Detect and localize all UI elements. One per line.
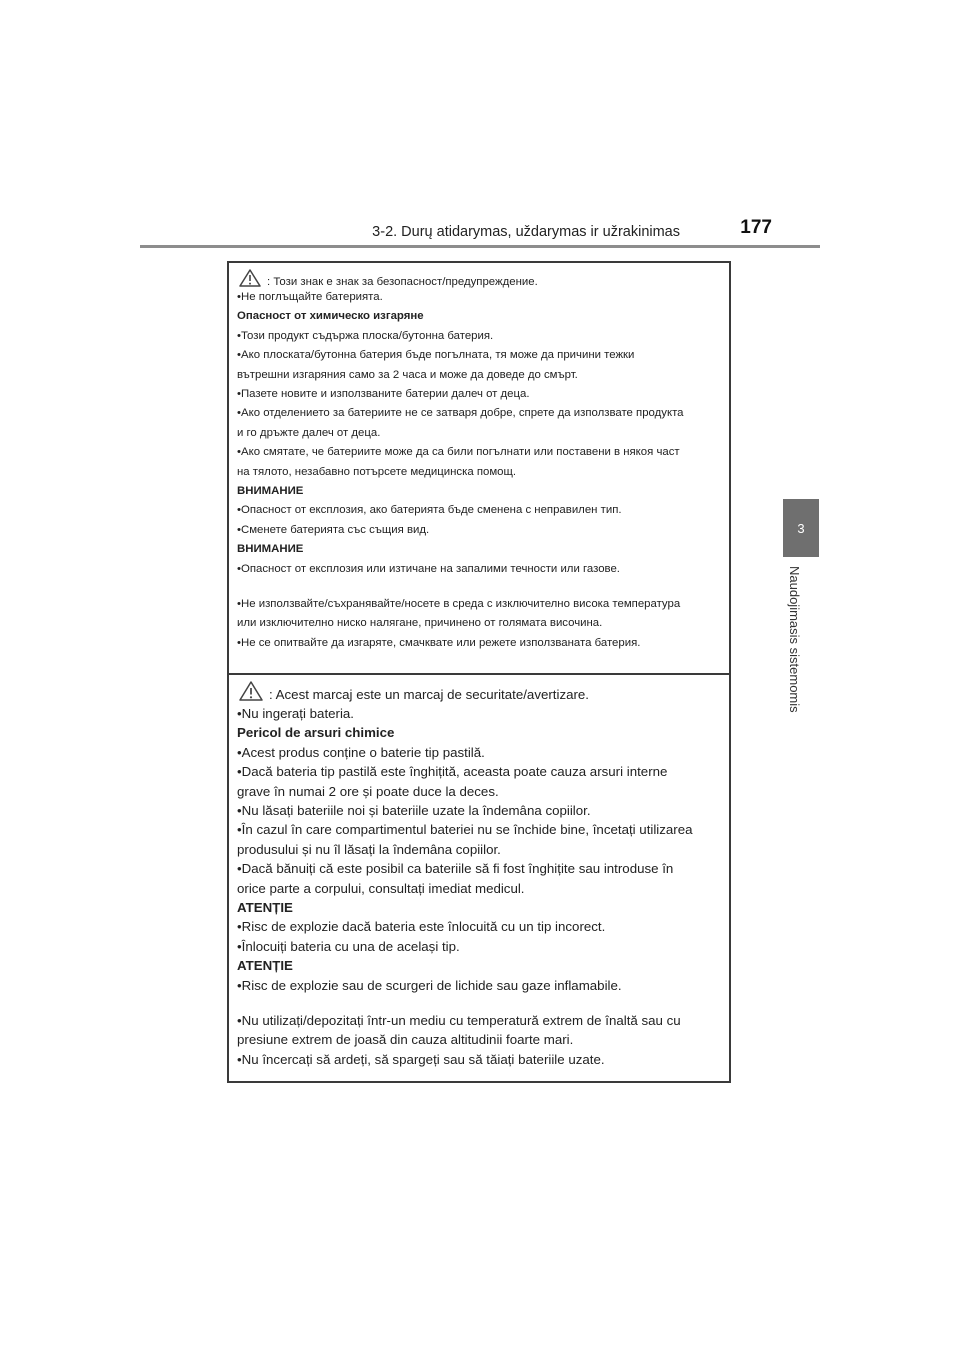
warning-text-line: на тялото, незабавно потърсете медицинска помощ. <box>237 465 517 478</box>
warning-text-line: •Dacă bănuiți că este posibil ca bateriile să fi fost înghițite sau introduse în <box>237 861 674 877</box>
warning-text-line: и го дръжте далеч от деца. <box>237 426 381 439</box>
warning-block-bulgarian <box>229 263 729 673</box>
warning-text-line: •Този продукт съдържа плоска/бутонна батерия. <box>237 329 494 342</box>
warning-text-line: •Ако отделението за батериите не се затваря добре, спрете да използвате продукта <box>237 407 684 420</box>
warning-heading: ATENȚIE <box>237 958 293 974</box>
warning-text-line: orice parte a corpului, consultați imediat medicul. <box>237 880 525 896</box>
warning-text-line: •Nu încercați să ardeți, să spargeți sau să tăiați bateriile uzate. <box>237 1051 605 1067</box>
warning-sign-line <box>237 269 721 288</box>
warning-text-line: presiune extrem de joasă din cauza altitudinii foarte mari. <box>237 1032 574 1048</box>
warning-text-line: •Опасност от експлозия, ако батерията бъде сменена с неправилен тип. <box>237 504 622 517</box>
section-title: 3-2. Durų atidarymas, uždarymas ir užrakinimas <box>372 224 680 240</box>
warning-text-line: •Nu lăsați bateriile noi și bateriile uzate la îndemâna copiilor. <box>237 803 591 818</box>
page-header <box>140 214 820 248</box>
warning-text-line: produsului și nu îl lăsați la îndemâna copiilor. <box>237 841 501 857</box>
warning-text-line: •Risc de explozie dacă bateria este înlocuită cu un tip incorect. <box>237 919 606 935</box>
header-rule <box>140 245 820 248</box>
warning-text-line: •Не поглъщайте батерията. <box>237 291 383 303</box>
warning-text-line: •Опасност от експлозия или изтичане на запалими течности или газове. <box>237 562 620 575</box>
chapter-tab <box>783 499 819 557</box>
warning-text-line: •Не използвайте/съхранявайте/носете в среда с изключително висока температура <box>237 598 681 610</box>
warning-text-line: •Ако смятате, че батериите може да са били погълнати или поставени в някоя част <box>237 446 680 459</box>
warning-heading: ATENȚIE <box>237 900 293 915</box>
warning-text-line: •Не се опитвайте да изгаряте, смачквате или режете използваната батерия. <box>237 636 641 649</box>
warning-triangle-icon <box>239 269 261 287</box>
warning-text-line: или изключително ниско налягане, причинено от голямата височина. <box>237 617 603 630</box>
warning-text-line: •Înlocuiți bateria cu una de același tip. <box>237 938 460 954</box>
warning-text-line: •Ако плоската/бутонна батерия бъде погълната, тя може да причини тежки <box>237 349 635 362</box>
page-number: 177 <box>740 217 772 238</box>
warning-heading: Pericol de arsuri chimice <box>237 725 395 741</box>
warning-text-line: grave în numai 2 ore și poate duce la deces. <box>237 783 499 799</box>
battery-warning-box <box>227 261 731 1083</box>
warning-text-line: вътрешни изгаряния само за 2 часа и може да доведе до смърт. <box>237 368 578 381</box>
warning-text-line: •În cazul în care compartimentul bateriei nu se închide bine, încetați utilizarea <box>237 822 693 838</box>
warning-text-line: •Risc de explozie sau de scurgeri de lichide sau gaze inflamabile. <box>237 977 622 993</box>
warning-sign-text: : Този знак е знак за безопасност/предупреждение. <box>267 276 538 288</box>
warning-text-line: •Пазете новите и използваните батерии далеч от деца. <box>237 388 530 400</box>
warning-text-line: •Сменете батерията със същия вид. <box>237 523 430 536</box>
warning-block-romanian <box>229 673 729 1081</box>
warning-text-line: •Dacă bateria tip pastilă este înghițită, aceasta poate cauza arsuri interne <box>237 764 668 780</box>
chapter-label: Naudojimasis sistemomis <box>787 566 802 713</box>
warning-sign-text: : Acest marcaj este un marcaj de securitate/avertizare. <box>269 687 590 702</box>
warning-text-line: •Acest produs conține o baterie tip pastilă. <box>237 744 485 760</box>
warning-heading: ВНИМАНИЕ <box>237 543 304 556</box>
warning-text-line: •Nu utilizați/depozitați într-un mediu cu temperatură extrem de înaltă sau cu <box>237 1013 681 1028</box>
warning-heading: ВНИМАНИЕ <box>237 485 304 497</box>
warning-sign-line <box>237 681 721 702</box>
chapter-number: 3 <box>797 520 805 536</box>
warning-triangle-icon <box>239 681 263 701</box>
warning-text-line: •Nu ingerați bateria. <box>237 706 355 721</box>
warning-heading: Опасност от химическо изгаряне <box>237 310 424 323</box>
